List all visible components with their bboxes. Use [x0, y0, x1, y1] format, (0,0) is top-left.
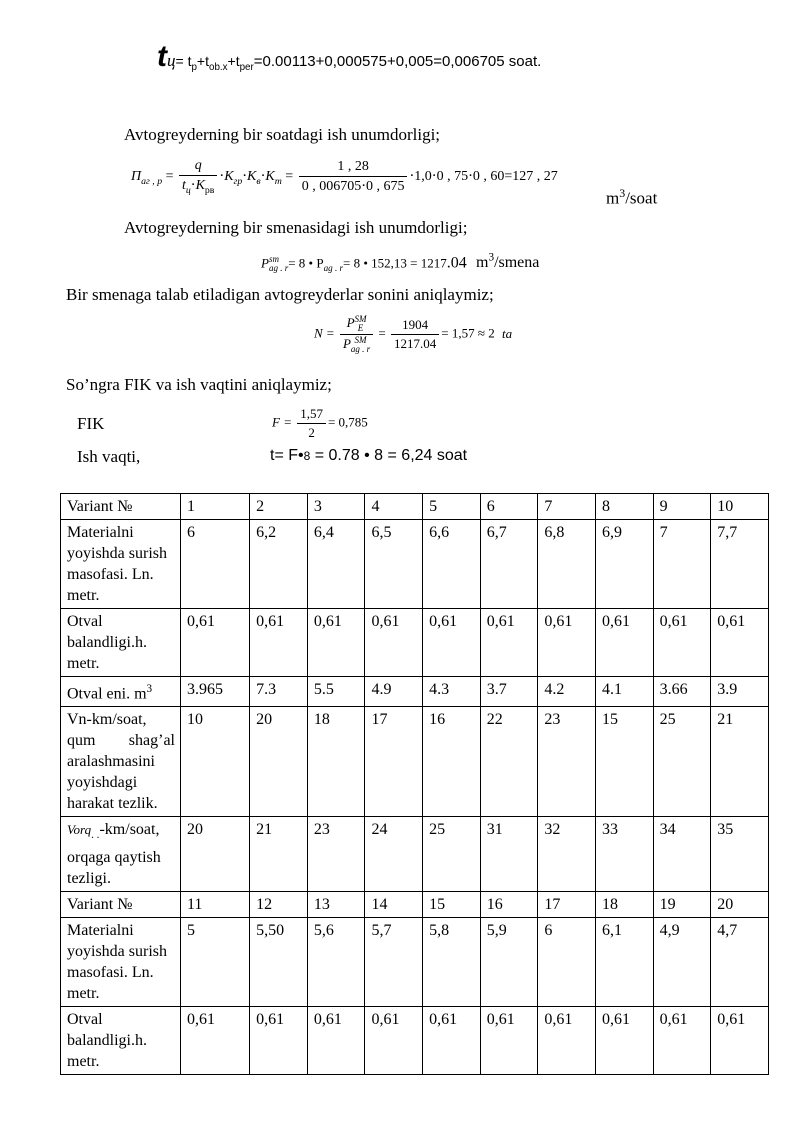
table-cell: 5,6 [307, 917, 365, 1006]
table-cell: 0,61 [181, 609, 250, 677]
table-cell: 5.5 [307, 677, 365, 707]
table-cell: 4.2 [538, 677, 596, 707]
table-cell: 0,61 [365, 609, 423, 677]
table-cell: 5 [423, 494, 481, 520]
table-row [61, 707, 769, 817]
table-cell: 10 [711, 494, 769, 520]
count-fraction-2: $\frac{1904}{1217.04}$ [391, 317, 439, 352]
table-cell: 32 [538, 817, 596, 891]
table-row [61, 520, 769, 609]
row-label: Materialni yoyishda surish masofasi. Ln. metr. [61, 917, 181, 1006]
table-cell: 0,61 [653, 609, 711, 677]
shift-formula: P sm ag . r = 8 • $P_{ag . r}= 8$ • 152,13 = 1217.04 $m^3$/smena [261, 252, 540, 274]
cycle-time-sub-per: per [239, 61, 254, 73]
table-cell: 0,61 [653, 1006, 711, 1074]
row-label: Variant № [61, 891, 181, 917]
hourly-frac1-num: q [179, 158, 217, 176]
table-cell: 0,61 [538, 609, 596, 677]
table-cell: 0,61 [423, 1006, 481, 1074]
table-cell: 7 [538, 494, 596, 520]
table-cell: 5,50 [250, 917, 308, 1006]
table-cell: 6,8 [538, 520, 596, 609]
hourly-k-gr: К [224, 169, 234, 185]
table-cell: 0,61 [596, 609, 654, 677]
table-cell: 7.3 [250, 677, 308, 707]
table-cell: 17 [538, 891, 596, 917]
table-cell: 34 [653, 817, 711, 891]
table-cell: 22 [480, 707, 538, 817]
table-cell: 4,9 [653, 917, 711, 1006]
table-cell: 5,9 [480, 917, 538, 1006]
table-cell: 24 [365, 817, 423, 891]
table-cell: 6,7 [480, 520, 538, 609]
fik-formula: F = $\frac{1,57}{2}$ = 0,785 [272, 406, 368, 440]
row-label: Otval balandligi.h. metr. [61, 1006, 181, 1074]
work-time-formula: t= F•8 = 0.78 • 8 = 6,24 soat [270, 447, 468, 464]
table-cell: 5 [181, 917, 250, 1006]
hourly-fraction-1 [179, 158, 217, 196]
table-cell: 6,5 [365, 520, 423, 609]
table-cell: 33 [596, 817, 654, 891]
table-cell: 10 [181, 707, 250, 817]
table-cell: 14 [365, 891, 423, 917]
table-row [61, 891, 769, 917]
table-row [61, 677, 769, 707]
shift-mid: = 8 • P [288, 255, 324, 271]
table-cell: 0,61 [250, 609, 308, 677]
table-cell: 11 [181, 891, 250, 917]
table-cell: 25 [423, 817, 481, 891]
row-label: Variant № [61, 494, 181, 520]
hourly-k-v: К [247, 169, 257, 185]
table-cell: 5,7 [365, 917, 423, 1006]
hourly-frac1-den: $t_ц\cdot К_{рв}$ [182, 178, 215, 196]
table-cell: 0,61 [181, 1006, 250, 1074]
table-cell: 3.9 [711, 677, 769, 707]
cycle-time-formula [157, 40, 541, 74]
hourly-eq1: = [165, 169, 174, 185]
table-cell: 0,61 [480, 609, 538, 677]
table-cell: 0,61 [596, 1006, 654, 1074]
table-cell: 21 [250, 817, 308, 891]
table-cell: 17 [365, 707, 423, 817]
table-cell: 6,1 [596, 917, 654, 1006]
table-cell: 16 [423, 707, 481, 817]
table-cell: 0,61 [307, 1006, 365, 1074]
row-label: Vorq$_{. .}$-km/soat, orqaga qaytish tezligi. [61, 817, 181, 891]
hourly-eq2: = [285, 169, 294, 185]
table-cell: 31 [480, 817, 538, 891]
shift-value-tail: .04 [446, 254, 467, 272]
table-cell: 0,61 [365, 1006, 423, 1074]
hourly-k-t: К [265, 169, 275, 185]
table-cell: 4 [365, 494, 423, 520]
table-cell: 4.3 [423, 677, 481, 707]
cycle-time-sub-obx: ob.x [209, 61, 228, 73]
table-cell: 8 [596, 494, 654, 520]
count-result: = 1,57 ≈ 2 [441, 325, 495, 341]
table-cell: 3.7 [480, 677, 538, 707]
table-cell: 1 [181, 494, 250, 520]
cycle-time-symbol-sub: ц [167, 51, 176, 70]
count-formula: N = P SM E P SM ag . r = $\frac{1904}{1217.04}$ = 1,57 ≈ 2 ta [314, 314, 513, 355]
table-cell: 23 [307, 817, 365, 891]
shift-values: = 8 • 152,13 = 1217 [343, 255, 447, 271]
table-cell: 18 [307, 707, 365, 817]
table-row [61, 1006, 769, 1074]
cycle-time-symbol: t [157, 40, 167, 73]
shift-heading: Avtogreyderning bir smenasidagi ish unumdorligi; [124, 218, 468, 237]
table-cell: 0,61 [538, 1006, 596, 1074]
table-cell: 23 [538, 707, 596, 817]
cycle-time-plus2: +t [227, 53, 240, 69]
cycle-time-values: =0.00113+0,000575+0,005=0,006705 soat. [253, 53, 542, 70]
hourly-unit: $m^3$/soat [606, 186, 658, 208]
table-cell: 20 [250, 707, 308, 817]
table-cell: 4.9 [365, 677, 423, 707]
table-cell: 0,61 [250, 1006, 308, 1074]
cycle-time-plus1: +t [196, 53, 209, 69]
row-label: Otval eni. $m^3$ [61, 677, 181, 707]
hourly-fraction-2 [299, 159, 408, 195]
table-cell: 25 [653, 707, 711, 817]
variants-table [60, 493, 769, 1075]
table-cell: 20 [181, 817, 250, 891]
count-fraction-1: P SM E P SM ag . r [340, 315, 373, 354]
table-cell: 7,7 [711, 520, 769, 609]
table-cell: 2 [250, 494, 308, 520]
table-cell: 6,9 [596, 520, 654, 609]
table-row [61, 817, 769, 891]
table-cell: 18 [596, 891, 654, 917]
table-cell: 0,61 [711, 609, 769, 677]
count-heading: Bir smenaga talab etiladigan avtogreyderlar sonini aniqlaymiz; [66, 285, 494, 304]
table-cell: 6,6 [423, 520, 481, 609]
table-cell: 5,8 [423, 917, 481, 1006]
table-cell: 7 [653, 520, 711, 609]
table-cell: 6,4 [307, 520, 365, 609]
table-cell: 35 [711, 817, 769, 891]
table-cell: 13 [307, 891, 365, 917]
table-cell: 6,2 [250, 520, 308, 609]
table-cell: 6 [538, 917, 596, 1006]
table-cell: 0,61 [480, 1006, 538, 1074]
table-cell: 0,61 [711, 1006, 769, 1074]
table-cell: 4,7 [711, 917, 769, 1006]
table-cell: 19 [653, 891, 711, 917]
table-cell: 3.965 [181, 677, 250, 707]
table-cell: 0,61 [307, 609, 365, 677]
hourly-frac2-den: 0 , 006705⋅0 , 675 [301, 178, 405, 194]
table-cell: 3.66 [653, 677, 711, 707]
cycle-time-eq: = t [175, 53, 192, 69]
row-label: Materialni yoyishda surish masofasi. Ln. metr. [61, 520, 181, 609]
row-label: Otval balandligi.h. metr. [61, 609, 181, 677]
fik-heading: So’ngra FIK va ish vaqtini aniqlaymiz; [66, 375, 332, 394]
hourly-frac2-num: 1 , 28 [299, 159, 408, 177]
hourly-tail: ⋅1,0⋅0 , 75⋅0 , 60=127 , 27 [409, 169, 558, 185]
table-cell: 12 [250, 891, 308, 917]
table-cell: 3 [307, 494, 365, 520]
table-cell: 0,61 [423, 609, 481, 677]
table-cell: 15 [423, 891, 481, 917]
table-row [61, 494, 769, 520]
shift-unit: $m^3$/smena [476, 252, 540, 272]
table-row [61, 609, 769, 677]
table-cell: 21 [711, 707, 769, 817]
table-cell: 4.1 [596, 677, 654, 707]
table-cell: 6 [181, 520, 250, 609]
table-row [61, 917, 769, 1006]
table-cell: 20 [711, 891, 769, 917]
hourly-formula: $П_{аг , р}$ = $\frac{q}{t_ц\cdot К_{рв}}$ $\cdot К_{гр}\cdot К_в\cdot К_т$ = $\frac{1 , 28}{0 , 006705\cdot 0 , 675}$ ⋅1,0⋅0 , 75⋅0 , 60=127 , 27 [131, 158, 558, 196]
table-cell: 6 [480, 494, 538, 520]
hourly-lhs-sub: аг , р [141, 175, 163, 187]
fik-label: FIK [77, 414, 105, 433]
table-cell: 9 [653, 494, 711, 520]
hourly-lhs: П [131, 169, 142, 185]
count-unit: ta [501, 325, 513, 341]
table-cell: 15 [596, 707, 654, 817]
table-cell: 16 [480, 891, 538, 917]
hourly-heading: Avtogreyderning bir soatdagi ish unumdorligi; [124, 125, 441, 144]
row-label: Vn-km/soat, qum shag’al aralashmasini yoyishdagi harakat tezlik. [61, 707, 181, 817]
cycle-time-sub-p: р [191, 61, 197, 73]
work-time-label: Ish vaqti, [77, 447, 141, 466]
